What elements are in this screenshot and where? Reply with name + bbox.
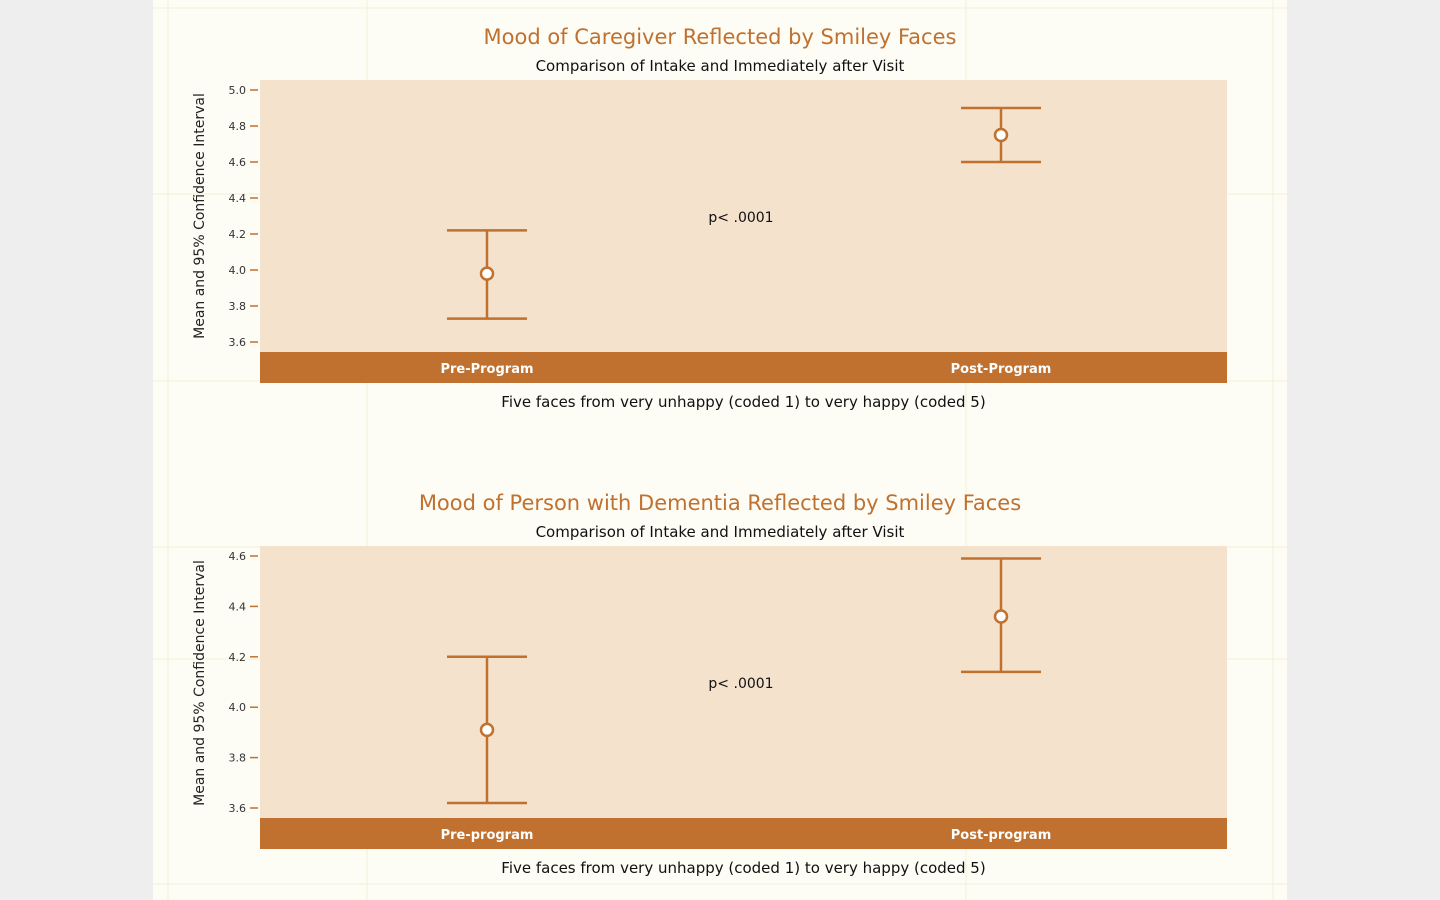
y-tick-label: 4.0 (228, 701, 246, 715)
chart-2-ylabel: Mean and 95% Confidence Interval (192, 560, 208, 806)
y-tick-label: 4.0 (228, 264, 246, 277)
chart-2-subtitle: Comparison of Intake and Immediately after Visit (535, 523, 905, 541)
y-tick-label: 4.8 (228, 120, 246, 133)
report-page (153, 0, 1287, 900)
chart-2-plot (153, 546, 1287, 851)
chart-1-ylabel: Mean and 95% Confidence Interval (192, 93, 208, 339)
y-tick-label: 5.0 (228, 84, 246, 97)
category-band (260, 818, 1227, 849)
chart-1-title: Mood of Caregiver Reflected by Smiley Faces (483, 25, 957, 49)
mean-point (995, 129, 1007, 141)
y-tick-label: 4.2 (228, 650, 246, 664)
y-tick-label: 3.8 (228, 300, 246, 313)
mean-point (481, 724, 493, 736)
chart-2-title: Mood of Person with Dementia Reflected by Smiley Faces (418, 491, 1022, 515)
y-tick-label: 3.6 (228, 802, 246, 815)
p-value-annotation: p< .0001 (708, 676, 774, 692)
mean-point (481, 268, 493, 280)
chart-1-subtitle: Comparison of Intake and Immediately after Visit (535, 57, 905, 75)
y-tick-label: 4.6 (228, 550, 246, 563)
category-label: Pre-Program (440, 362, 534, 377)
y-tick-label: 3.8 (228, 751, 246, 765)
category-label: Post-program (950, 828, 1052, 843)
y-tick-label: 4.4 (228, 192, 246, 205)
chart-2-xlabel: Five faces from very unhappy (coded 1) to very happy (coded 5) (501, 859, 986, 877)
p-value-annotation: p< .0001 (708, 210, 774, 226)
category-label: Pre-program (440, 828, 534, 843)
chart-1-plot (153, 80, 1287, 385)
category-band (260, 352, 1227, 383)
y-tick-label: 4.4 (228, 600, 246, 614)
category-label: Post-Program (950, 362, 1052, 377)
mean-point (995, 610, 1007, 622)
y-tick-label: 4.2 (228, 228, 246, 241)
chart-1-xlabel: Five faces from very unhappy (coded 1) to very happy (coded 5) (501, 393, 986, 411)
y-tick-label: 4.6 (228, 156, 246, 169)
y-tick-label: 3.6 (228, 336, 246, 349)
